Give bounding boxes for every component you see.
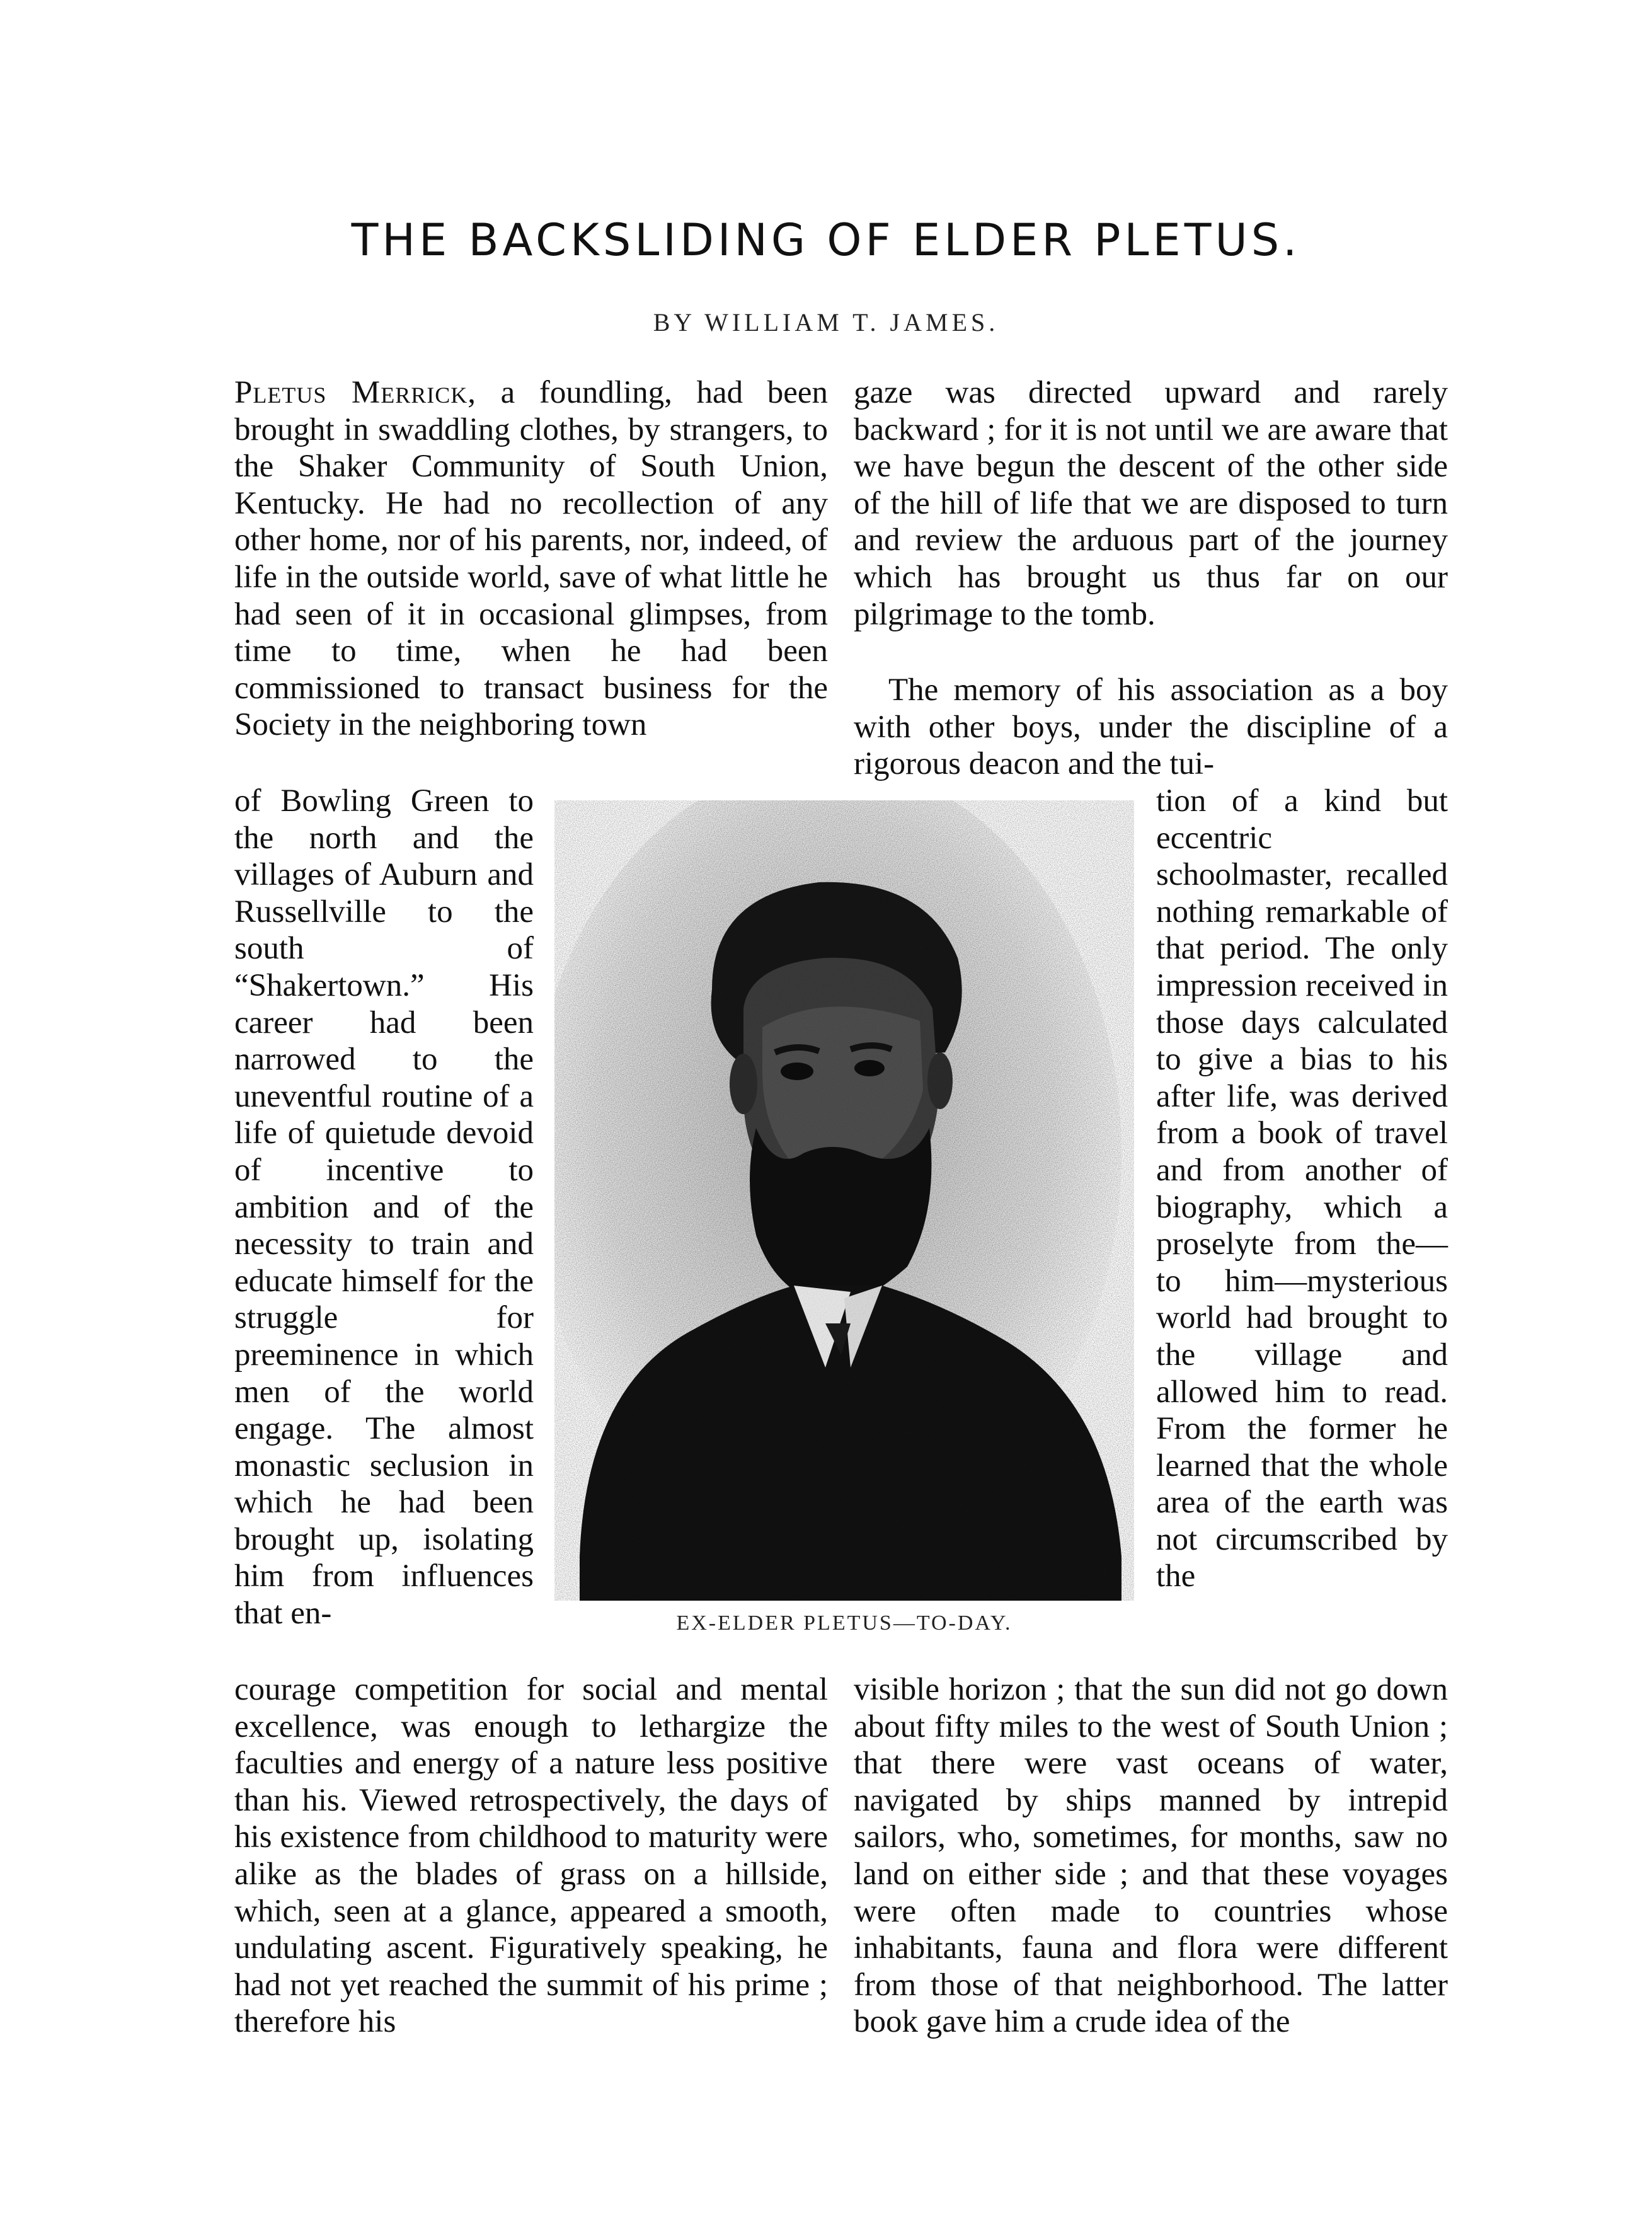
col2-top-paragraph: gaze was directed upward and rarely backward ; for it is not until we are aware that we have begun the descent of the other side of the hill of life that we are disposed to turn and review the arduous part of the journey which has brought us thus far on our pilgrimage to the tomb. [854,375,1448,632]
opening-name: Pletus Merrick, [234,375,477,410]
col2-narrow-paragraph: tion of a kind but eccentric schoolmaster, recalled nothing remarkable of that period. The only impression received in those days calculated to give a bias to his after life, was derived from a book of travel and from another of biography, which a proselyte from the—to him—mysterious world had brought to the village and allowed him to read. From the former he learned that the whole area of the earth was not circumscribed by the [1156,783,1448,1594]
col1-narrow-paragraph: of Bowling Green to the north and the villages of Auburn and Russellville to the south of “Shakertown.” His career had been narrowed to the uneventful routine of a life of quietude devoid of incentive to ambition and of the necessity to train and educate himself for the struggle for preeminence in which men of the world engage. The almost monastic seclusion in which he had been brought up, isolating him from influences that en- [234,783,534,1632]
col2-second-paragraph: The memory of his association as a boy with other boys, under the discipline of a rigorous deacon and the tui- [854,672,1448,782]
col2-bottom-paragraph: visible horizon ; that the sun did not go down about fifty miles to the west of South Union ; that there were vast oceans of water, navigated by ships manned by intrepid sailors, who, sometimes, for months, saw no land on either side ; and that these voyages were often made to countries whose inhabitants, fauna and flora were different from those of that neighborhood. The latter book gave him a crude idea of the [854,1672,1448,2040]
col1-top-text: a foundling, had been brought in swaddling clothes, by strangers, to the Shaker Community of South Union, Kentucky. He had no recollection of any other home, nor of his parents, nor, indeed, of life in the outside world, save of what little he had seen of it in occasional glimpses, from time to time, when he had been commissioned to transact business for the Society in the neighboring town [234,375,828,743]
col1-top-paragraph [234,374,828,744]
figure-caption: EX-ELDER PLETUS—TO-DAY. [676,1611,1012,1635]
article-title: THE BACKSLIDING OF ELDER PLETUS. [351,214,1301,266]
article-byline: BY WILLIAM T. JAMES. [653,308,999,337]
portrait-photo [554,800,1134,1601]
col1-bottom-paragraph: courage competition for social and mental excellence, was enough to lethargize the faculties and energy of a nature less positive than his. Viewed retrospectively, the days of his existence from childhood to maturity were alike as the blades of grass on a hillside, which, seen at a glance, appeared a smooth, undulating ascent. Figuratively speaking, he had not yet reached the summit of his prime ; therefore his [234,1672,828,2040]
